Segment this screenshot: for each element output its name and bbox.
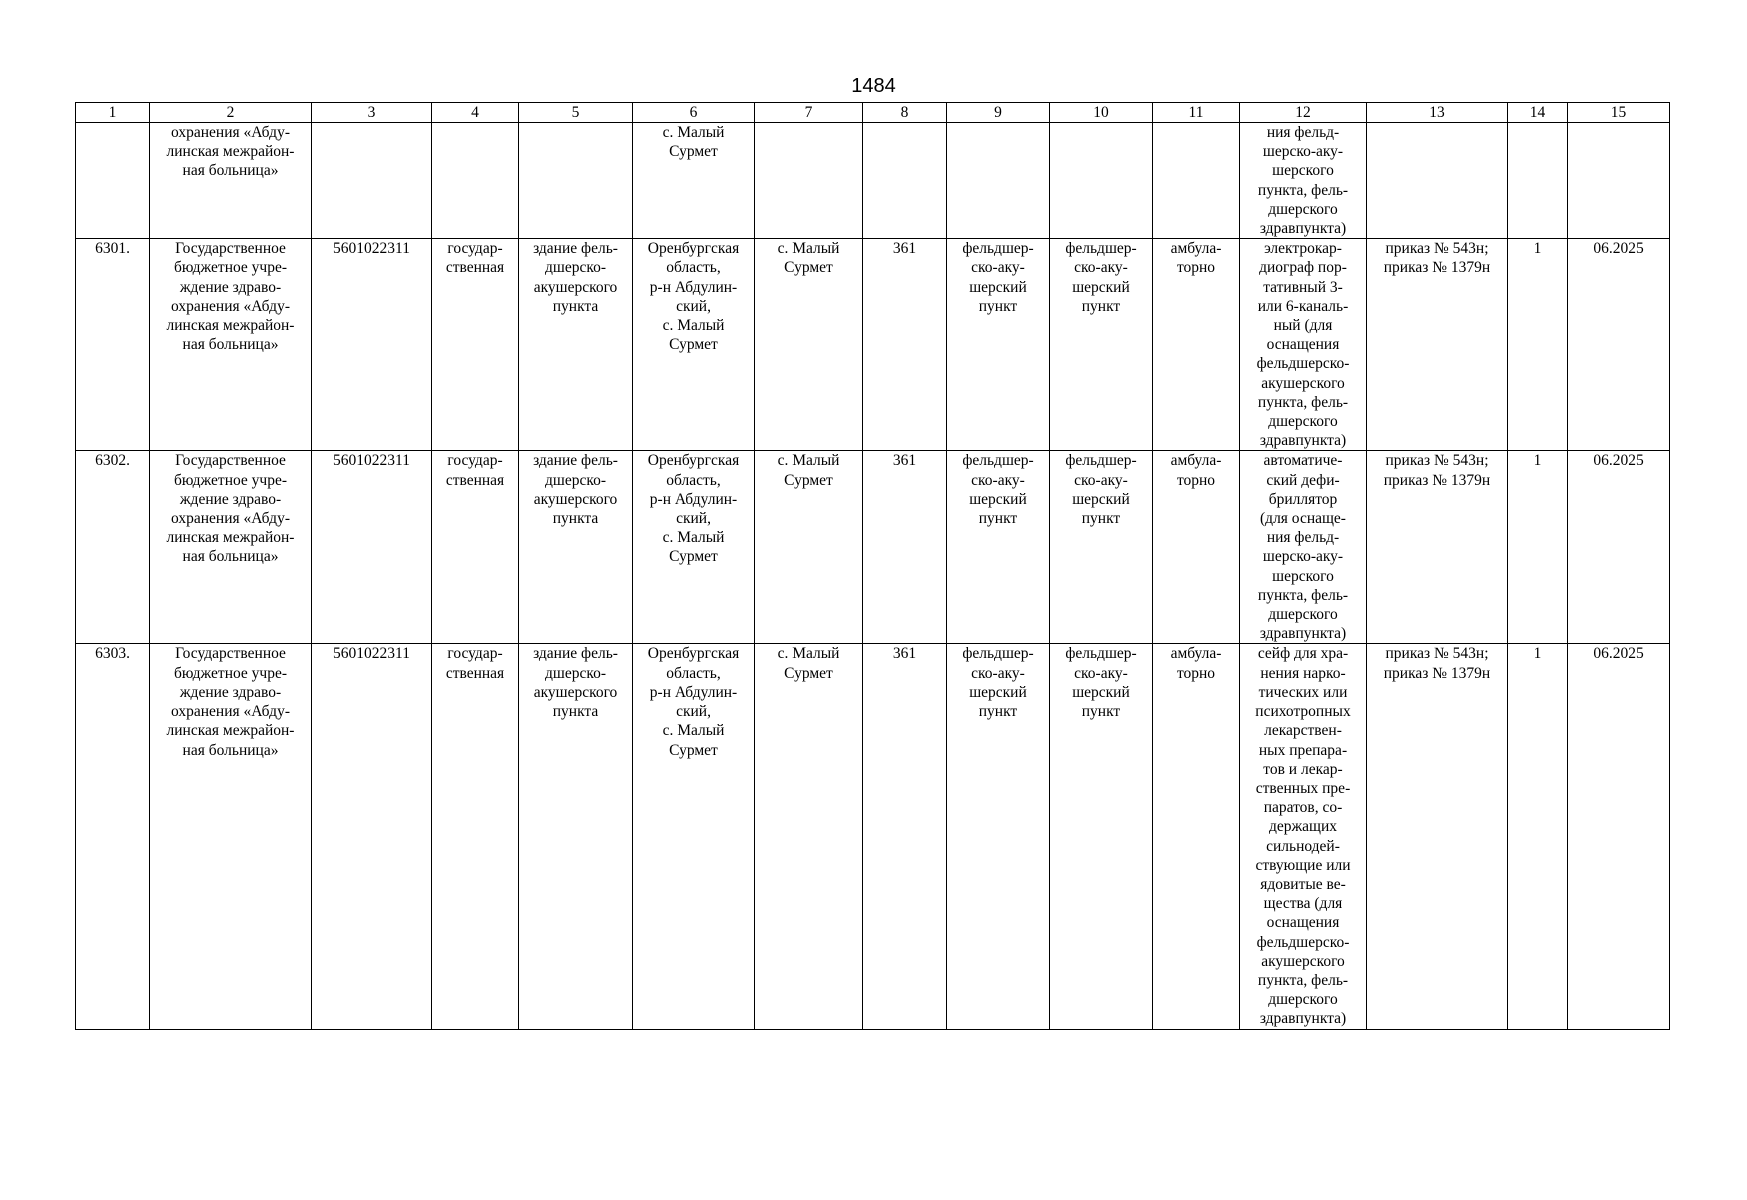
unit-type-cell: фельдшер- ско-аку- шерский пункт (1050, 644, 1153, 1029)
column-number: 4 (432, 103, 519, 123)
equipment-cell: ния фельд- шерско-аку- шерского пункта, фель- дшерского здравпункта) (1240, 123, 1367, 239)
organization-name-cell: Государственное бюджетное учре- ждение здраво- охранения «Абду- линская межрайон- ная больница» (150, 644, 312, 1029)
quantity-cell: 1 (1508, 239, 1568, 451)
organization-name-cell: охранения «Абду- линская межрайон- ная больница» (150, 123, 312, 239)
care-conditions-cell: амбула- торно (1153, 644, 1240, 1029)
care-conditions-cell: амбула- торно (1153, 239, 1240, 451)
row-number-cell: 6301. (76, 239, 150, 451)
facility-type-cell (947, 123, 1050, 239)
unit-type-cell: фельдшер- ско-аку- шерский пункт (1050, 451, 1153, 644)
care-conditions-cell (1153, 123, 1240, 239)
table-row (76, 239, 1670, 451)
column-number: 7 (755, 103, 863, 123)
column-number: 14 (1508, 103, 1568, 123)
organization-name-cell: Государственное бюджетное учре- ждение здраво- охранения «Абду- линская межрайон- ная больница» (150, 239, 312, 451)
quantity-cell (1508, 123, 1568, 239)
column-number: 2 (150, 103, 312, 123)
column-number: 13 (1367, 103, 1508, 123)
population-cell (863, 123, 947, 239)
row-number-cell: 6303. (76, 644, 150, 1029)
row-number-cell: 6302. (76, 451, 150, 644)
column-number: 3 (312, 103, 432, 123)
unit-type-cell (1050, 123, 1153, 239)
ownership-cell: государ- ственная (432, 451, 519, 644)
address-cell: Оренбургская область, р-н Абдулин- ский, с. Малый Сурмет (633, 451, 755, 644)
address-cell: с. Малый Сурмет (633, 123, 755, 239)
organization-name-cell: Государственное бюджетное учре- ждение здраво- охранения «Абду- линская межрайон- ная больница» (150, 451, 312, 644)
date-cell: 06.2025 (1568, 239, 1670, 451)
date-cell: 06.2025 (1568, 644, 1670, 1029)
settlement-cell (755, 123, 863, 239)
column-number-row (76, 103, 1670, 123)
address-cell: Оренбургская область, р-н Абдулин- ский, с. Малый Сурмет (633, 644, 755, 1029)
population-cell: 361 (863, 451, 947, 644)
quantity-cell: 1 (1508, 644, 1568, 1029)
ownership-cell: государ- ственная (432, 239, 519, 451)
unit-type-cell: фельдшер- ско-аку- шерский пункт (1050, 239, 1153, 451)
settlement-cell: с. Малый Сурмет (755, 239, 863, 451)
equipment-cell: сейф для хра- нения нарко- тических или психотропных лекарствен- ных препара- тов и лекар- ственных пре- паратов, со- держащих сильнодей- ствующие или ядовитые ве- щества (для оснащения фельдшерско- акушерского пункта, фель- дшерского здравпункта) (1240, 644, 1367, 1029)
order-reference-cell (1367, 123, 1508, 239)
settlement-cell: с. Малый Сурмет (755, 451, 863, 644)
ownership-cell: государ- ственная (432, 644, 519, 1029)
date-cell (1568, 123, 1670, 239)
equipment-cell: автоматиче- ский дефи- бриллятор (для оснаще- ния фельд- шерско-аку- шерского пункта, фель- дшерского здравпункта) (1240, 451, 1367, 644)
inn-cell: 5601022311 (312, 239, 432, 451)
inn-cell (312, 123, 432, 239)
column-number: 6 (633, 103, 755, 123)
building-cell (519, 123, 633, 239)
equipment-cell: электрокар- диограф пор- тативный 3- или 6-каналь- ный (для оснащения фельдшерско- акушерского пункта, фель- дшерского здравпункта) (1240, 239, 1367, 451)
row-number-cell (76, 123, 150, 239)
building-cell: здание фель- дшерско- акушерского пункта (519, 451, 633, 644)
table-row (76, 451, 1670, 644)
care-conditions-cell: амбула- торно (1153, 451, 1240, 644)
table-row-continuation (76, 123, 1670, 239)
facility-type-cell: фельдшер- ско-аку- шерский пункт (947, 451, 1050, 644)
column-number: 12 (1240, 103, 1367, 123)
order-reference-cell: приказ № 543н; приказ № 1379н (1367, 239, 1508, 451)
population-cell: 361 (863, 644, 947, 1029)
column-number: 5 (519, 103, 633, 123)
column-number: 10 (1050, 103, 1153, 123)
table-row (76, 644, 1670, 1029)
quantity-cell: 1 (1508, 451, 1568, 644)
population-cell: 361 (863, 239, 947, 451)
page-number: 1484 (851, 75, 896, 97)
inn-cell: 5601022311 (312, 451, 432, 644)
building-cell: здание фель- дшерско- акушерского пункта (519, 239, 633, 451)
column-number: 1 (76, 103, 150, 123)
date-cell: 06.2025 (1568, 451, 1670, 644)
column-number: 9 (947, 103, 1050, 123)
column-number: 11 (1153, 103, 1240, 123)
facility-type-cell: фельдшер- ско-аку- шерский пункт (947, 644, 1050, 1029)
settlement-cell: с. Малый Сурмет (755, 644, 863, 1029)
column-number: 8 (863, 103, 947, 123)
building-cell: здание фель- дшерско- акушерского пункта (519, 644, 633, 1029)
column-number: 15 (1568, 103, 1670, 123)
order-reference-cell: приказ № 543н; приказ № 1379н (1367, 644, 1508, 1029)
order-reference-cell: приказ № 543н; приказ № 1379н (1367, 451, 1508, 644)
address-cell: Оренбургская область, р-н Абдулин- ский, с. Малый Сурмет (633, 239, 755, 451)
registry-table (75, 102, 1670, 1030)
ownership-cell (432, 123, 519, 239)
facility-type-cell: фельдшер- ско-аку- шерский пункт (947, 239, 1050, 451)
inn-cell: 5601022311 (312, 644, 432, 1029)
